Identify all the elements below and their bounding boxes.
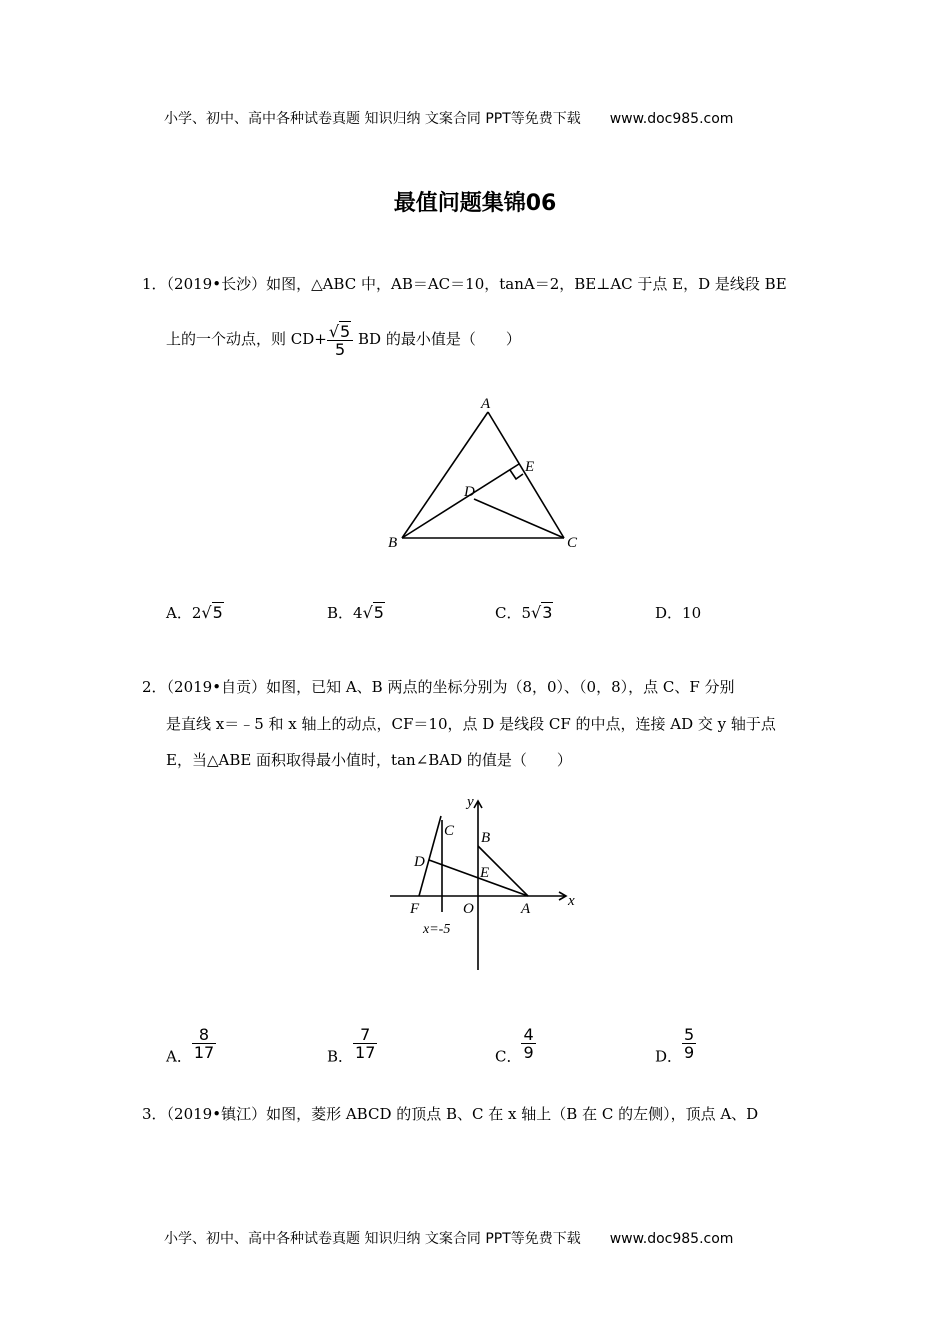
page-header <box>164 108 733 128</box>
q1-line2-pre: 上的一个动点，则 CD+ <box>166 330 327 348</box>
q2-line3: E，当△ABE 面积取得最小值时，tan∠BAD 的值是（ ） <box>166 751 572 769</box>
label-e: E <box>480 865 490 881</box>
label-e: E <box>525 459 535 475</box>
q1-line1: 1．（2019•长沙）如图，△ABC 中，AB＝AC＝10，tanA＝2，BE⊥AC 于点 E，D 是线段 BE <box>142 275 787 293</box>
footer-text: 小学、初中、高中各种试卷真题 知识归纳 文案合同 PPT等免费下载 <box>164 1231 581 1247</box>
page-title: 最值问题集锦06 <box>393 191 557 216</box>
q1-frac-num <box>327 323 353 341</box>
q2-figure <box>385 790 585 975</box>
q1-figure <box>380 388 590 558</box>
header-text: 小学、初中、高中各种试卷真题 知识归纳 文案合同 PPT等免费下载 <box>164 111 581 127</box>
q2-option-a: A． $\frac{8}{17}$ <box>166 1025 215 1066</box>
segment-be <box>402 464 519 538</box>
q1-option-b: B．4√5 <box>327 603 384 622</box>
label-d: D <box>414 854 425 870</box>
footer-site: www.doc985.com <box>609 1231 734 1247</box>
q1-option-d: D．10 <box>655 604 702 622</box>
q1-fraction <box>327 323 353 358</box>
sqrt-icon: √5 <box>328 321 351 341</box>
q1-option-c: C．5√3 <box>495 603 553 622</box>
label-line: x=-5 <box>423 922 451 937</box>
label-o: O <box>463 901 474 917</box>
q3-line1: 3．（2019•镇江）如图，菱形 ABCD 的顶点 B、C 在 x 轴上（B 在 C 的左侧），顶点 A、D <box>142 1105 759 1123</box>
q2-line1: 2．（2019•自贡）如图，已知 A、B 两点的坐标分别为（8，0）、（0，8），点 C、F 分别 <box>142 678 735 696</box>
q1-line2-post: BD 的最小值是（ ） <box>358 330 521 348</box>
q1-option-a: A．2√5 <box>166 603 223 622</box>
label-c: C <box>444 823 455 839</box>
segment-dc <box>474 499 564 538</box>
sqrt-icon: √3 <box>531 603 553 622</box>
page-footer <box>164 1228 733 1248</box>
label-c: C <box>567 535 578 551</box>
q2-option-d: D． $\frac{5}{9}$ <box>655 1025 695 1066</box>
label-y: y <box>467 794 474 810</box>
header-site: www.doc985.com <box>609 111 734 127</box>
label-f: F <box>410 901 420 917</box>
sqrt-icon: √5 <box>362 603 384 622</box>
label-x: x <box>568 893 575 909</box>
q1-line2 <box>166 320 521 358</box>
label-b: B <box>388 535 398 551</box>
segment-ab <box>402 412 488 538</box>
q1-frac-den: 5 <box>334 339 346 359</box>
q2-line2: 是直线 x＝﹣5 和 x 轴上的动点，CF＝10，点 D 是线段 CF 的中点，连接 AD 交 y 轴于点 <box>166 715 776 733</box>
label-a: A <box>521 901 531 917</box>
q2-option-b: B． $\frac{7}{17}$ <box>327 1025 376 1066</box>
label-b: B <box>481 830 491 846</box>
sqrt-icon: √5 <box>201 603 223 622</box>
label-d: D <box>464 484 475 500</box>
label-a: A <box>481 396 491 412</box>
right-angle-mark <box>510 470 523 479</box>
segment-ac <box>488 412 564 538</box>
q2-option-c: C． $\frac{4}{9}$ <box>495 1025 534 1066</box>
